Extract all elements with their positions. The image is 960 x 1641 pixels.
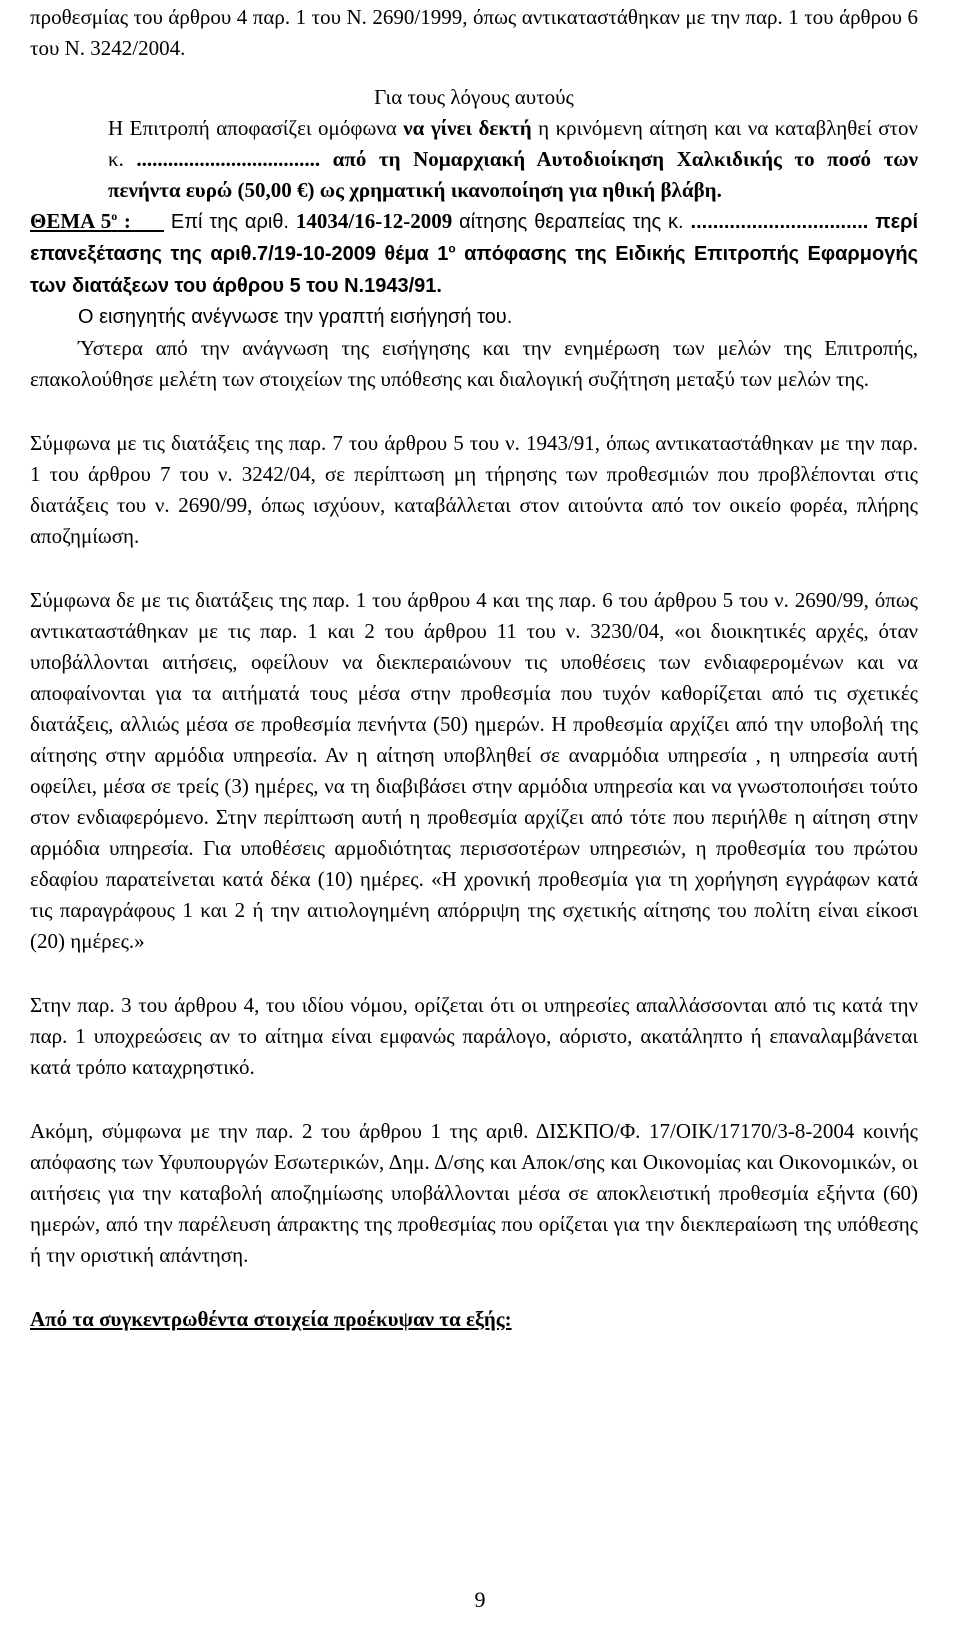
topic-label: ΘΕΜΑ $5^o$ : bbox=[30, 209, 138, 233]
topic-text-c: αίτησης θεραπείας της κ. bbox=[452, 211, 691, 233]
decision-accepted: να γίνει δεκτή bbox=[403, 116, 532, 140]
document-body bbox=[30, 2, 918, 1335]
rapporteur-line: Ο εισηγητής ανέγνωσε την γραπτή εισήγησή του. bbox=[78, 306, 513, 328]
paragraph-1: Ύστερα από την ανάγνωση της εισήγησης και την ενημέρωση των μελών της Επιτροπής, επακολούθησε μελέτη των στοιχείων της υπόθεσης και διαλογική συζήτηση μεταξύ των μελών της. bbox=[30, 336, 918, 391]
decision-paragraph bbox=[30, 113, 918, 206]
intro-paragraph: προθεσμίας του άρθρου 4 παρ. 1 του Ν. 2690/1999, όπως αντικαταστάθηκαν με την παρ. 1 του άρθρου 6 του Ν. 3242/2004. bbox=[30, 5, 918, 60]
topic-paragraph bbox=[30, 206, 918, 302]
paragraph-3: Σύμφωνα δε με τις διατάξεις της παρ. 1 του άρθρου 4 και της παρ. 6 του άρθρου 5 του ν. 2690/99, όπως αντικαταστάθηκαν με τις παρ. 1 και 2 του άρθρου 11 του ν. 3230/04, «οι διοικητικές αρχές, όταν υποβάλλονται αιτήσεις, οφείλουν να διεκπεραιώνουν τις υποθέσεις των ενδιαφερομένων και να αποφαίνονται για τα αιτήματά τους μέσα στην προθεσμία που τυχόν καθορίζεται από τις σχετικές διατάξεις, αλλιώς μέσα σε προθεσμία πενήντα (50) ημερών. Η προθεσμία αρχίζει από την υποβολή της αίτησης στην αρμόδια υπηρεσία. Αν η αίτηση υποβληθεί σε αναρμόδια υπηρεσία , η υπηρεσία αυτή οφείλει, μέσα σε τρείς (3) ημέρες, να τη διαβιβάσει στην αρμόδια υπηρεσία και να γνωστοποιήσει τούτο στον ενδιαφερόμενο. Στην περίπτωση αυτή η προθεσμία αρχίζει από τότε που περιήλθε η αίτηση στην αρμόδια υπηρεσία. Για υποθέσεις αρμοδιότητας περισσοτέρων υπηρεσιών, η προθεσμία του πρώτου εδαφίου παρατείνεται κατά δέκα (10) ημέρες. «Η χρονική προθεσμία για τη χορήγηση εγγράφων κατά τις παραγράφους 1 και 2 ή την αιτιολογημένη απόρριψη της σχετικής αίτησης του πολίτη είναι είκοσι (20) ημέρες.» bbox=[30, 588, 918, 953]
decision-text-c: η κρινόμενη αίτηση και να καταβληθεί στον κ. bbox=[108, 116, 918, 171]
paragraph-5: Ακόμη, σύμφωνα με την παρ. 2 του άρθρου 1 της αριθ. ΔΙΣΚΠΟ/Φ. 17/ΟΙΚ/17170/3-8-2004 κοινής απόφασης των Υφυπουργών Εσωτερικών, Δημ. Δ/σης και Αποκ/σης και Οικονομίας και Οικονομικών, οι αιτήσεις για την καταβολή αποζημίωσης υποβάλλονται μέσα σε αποκλειστική προθεσμία εξήντα (60) ημερών, από την παρέλευση άπρακτης της προθεσμίας που ορίζεται για την διεκπεραίωση της υπόθεσης ή την οριστική απάντηση. bbox=[30, 1119, 918, 1267]
decision-text-a: Η Επιτροπή αποφασίζει ομόφωνα bbox=[108, 116, 404, 140]
page-number: 9 bbox=[474, 1587, 486, 1612]
paragraph-2: Σύμφωνα με τις διατάξεις της παρ. 7 του άρθρου 5 του ν. 1943/91, όπως αντικαταστάθηκαν με την παρ. 1 του άρθρου 7 του ν. 3242/04, σε περίπτωση μη τήρησης των προθεσμιών που προβλέπονται στις διατάξεις του ν. 2690/99, όπως ισχύουν, καταβάλλεται στον αιτούντα από τον οικείο φορέα, πλήρης αποζημίωση. bbox=[30, 431, 918, 548]
topic-request-number: 14034/16-12-2009 bbox=[295, 209, 453, 233]
topic-text-d: ................................ περί επανεξέτασης της αριθ.7/19-10-2009 θέμα $1^o$ απόφασης της Ειδικής Επιτροπής Εφαρμογής των διατάξεων του άρθρου 5 του Ν.1943/91. bbox=[30, 211, 919, 297]
decision-award: ................................... από τη Νομαρχιακή Αυτοδιοίκηση Χαλκιδικής το ποσό των πενήντα ευρώ (50,00 €) ως χρηματική ικανοποίηση για ηθική βλάβη. bbox=[108, 147, 918, 202]
decision-heading: Για τους λόγους αυτούς bbox=[374, 85, 574, 109]
conclusion-heading: Από τα συγκεντρωθέντα στοιχεία προέκυψαν τα εξής: bbox=[30, 1307, 512, 1331]
paragraph-4: Στην παρ. 3 του άρθρου 4, του ιδίου νόμου, ορίζεται ότι οι υπηρεσίες απαλλάσσονται από τις κατά την παρ. 1 υποχρεώσεις αν το αίτημα είναι εμφανώς παράλογο, αόριστο, ακατάληπτο ή επαναλαμβάνεται κατά τρόπο καταχρηστικό. bbox=[30, 993, 918, 1079]
topic-text-a: Επί της αριθ. bbox=[163, 211, 296, 233]
